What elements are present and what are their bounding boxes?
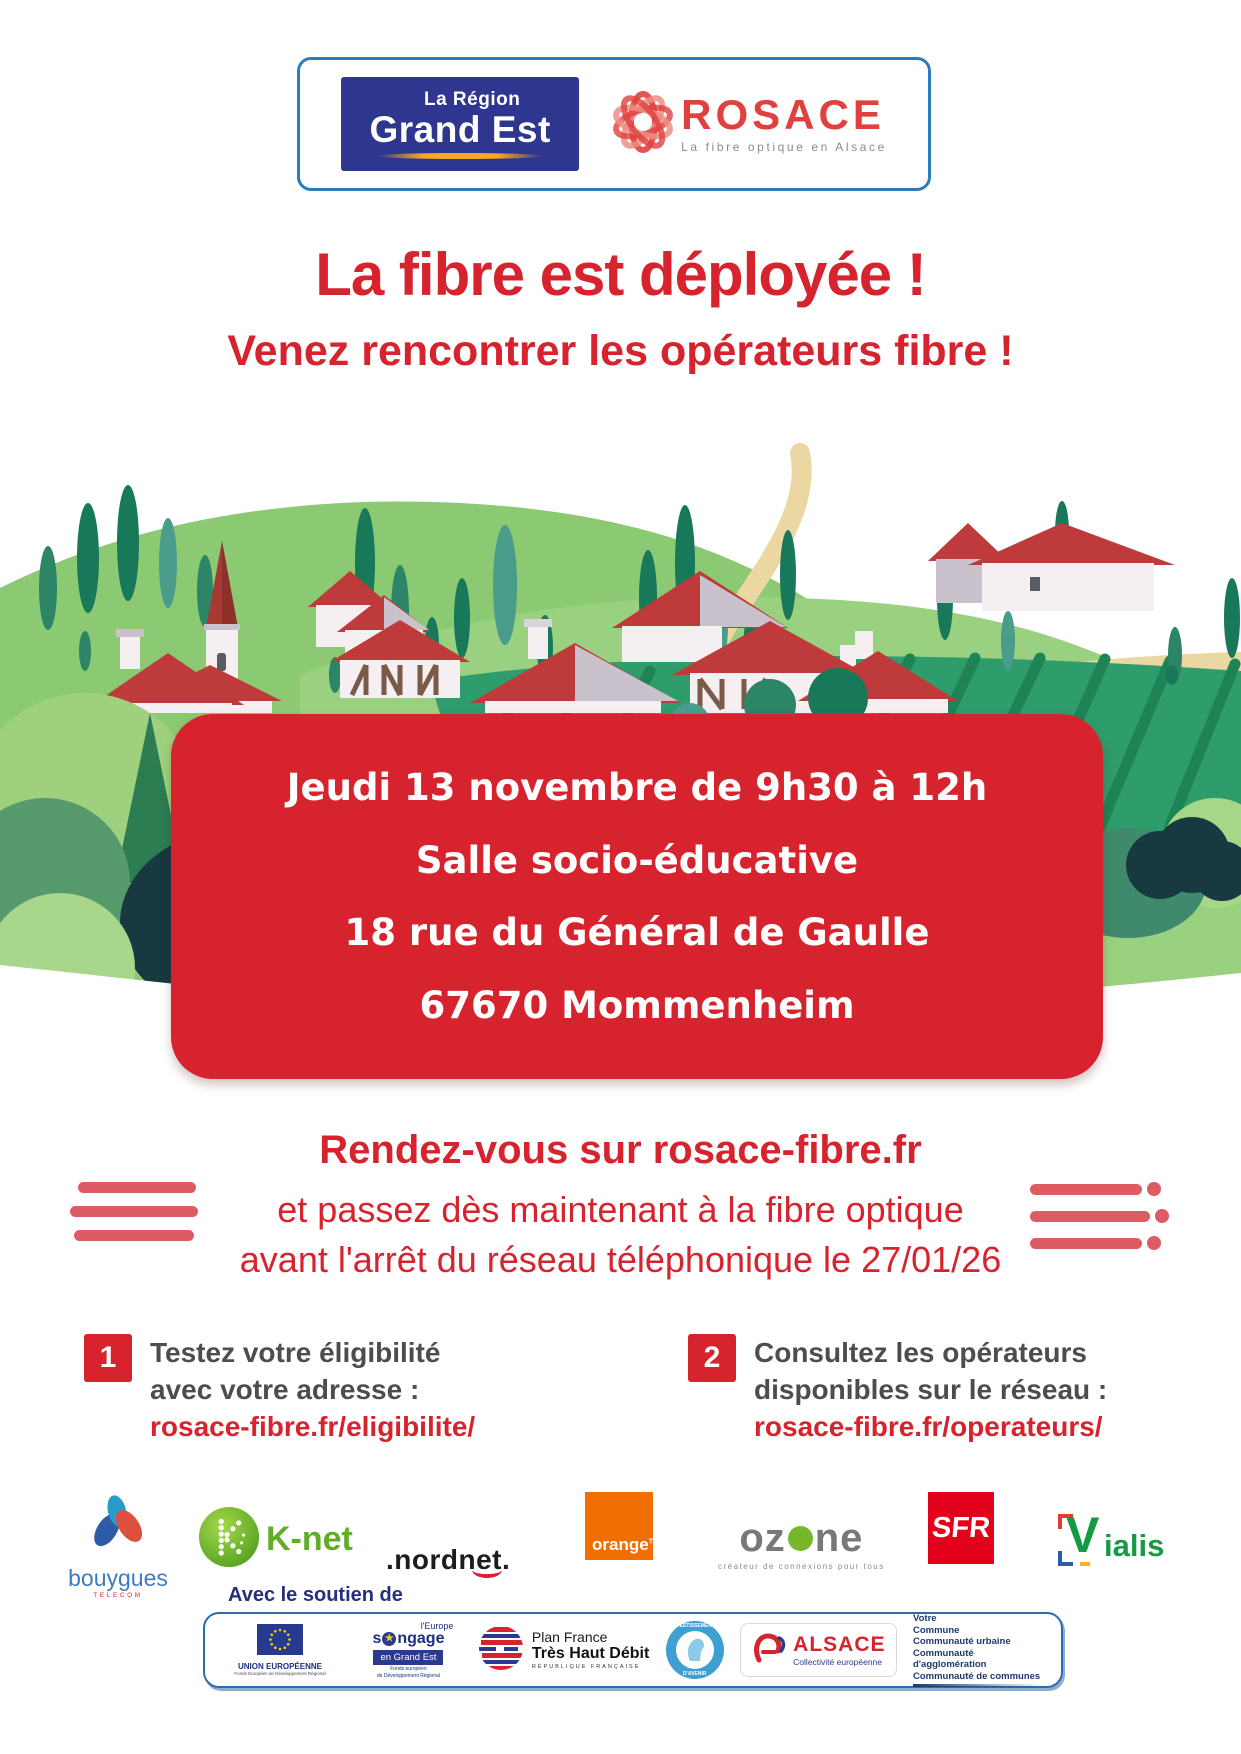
grand-est-logo	[341, 77, 579, 171]
communes-line3: Communauté urbaine	[912, 1636, 1011, 1647]
vialis-logo	[1058, 1507, 1165, 1570]
investissements-avenir-logo	[666, 1621, 724, 1679]
eu-logo	[221, 1624, 339, 1676]
bouygues-logo	[55, 1494, 181, 1599]
communes-block	[913, 1613, 1045, 1687]
communes-line5: Communauté de communes	[912, 1670, 1041, 1682]
grand-est-line1: La Région	[423, 88, 521, 110]
step-2-text-line2: disponibles sur le réseau :	[754, 1374, 1108, 1405]
step-2	[688, 1334, 1107, 1445]
plan-france-line1: Plan France	[531, 1628, 608, 1645]
sfr-wordmark: SFR	[930, 1511, 992, 1544]
grand-est-line2: Grand Est	[369, 108, 551, 150]
headline-title: La fibre est déployée !	[315, 241, 926, 308]
star-icon	[382, 1632, 396, 1646]
support-logo-box	[203, 1612, 1063, 1688]
rosace-logo	[613, 76, 887, 173]
invest-top-label: INVESTISSEMENTS	[671, 1623, 719, 1629]
step-2-text-line1: Consultez les opérateurs	[754, 1337, 1087, 1368]
step-1	[84, 1334, 475, 1445]
ozone-wordmark-part2: ne	[814, 1516, 864, 1560]
ozone-wordmark-part1: oz	[739, 1516, 786, 1560]
europe-sengage-logo	[355, 1621, 461, 1679]
nordnet-logo	[386, 1544, 510, 1576]
headline-subtitle: Venez rencontrer les opérateurs fibre !	[227, 327, 1014, 375]
knet-wordmark: K-net	[266, 1520, 353, 1558]
rosace-rosette-icon	[613, 76, 673, 173]
communes-line4: Communauté d'agglomération	[912, 1647, 987, 1670]
fiber-lines-right-icon	[1030, 1182, 1169, 1263]
alsace-logo	[740, 1623, 896, 1677]
eu-flag-icon	[257, 1642, 303, 1659]
alsace-wordmark: ALSACE	[793, 1632, 886, 1656]
plan-france-thd-logo	[478, 1625, 649, 1676]
bouygues-petals-icon	[86, 1547, 150, 1564]
alsace-subline: Collectivité européenne	[793, 1656, 883, 1667]
orange-wordmark: orange	[592, 1535, 649, 1554]
rosace-wordmark: ROSACE	[681, 91, 885, 138]
step-1-number: 1	[84, 1334, 132, 1382]
engage-line2b: ngage	[397, 1630, 445, 1647]
invest-bottom-label: D'AVENIR	[683, 1671, 707, 1677]
orange-logo	[585, 1492, 659, 1560]
ozone-dot-icon	[788, 1526, 813, 1551]
bouygues-telecom-label: TELECOM	[93, 1592, 143, 1599]
bouygues-wordmark: bouygues	[68, 1565, 168, 1591]
vialis-wordmark-rest: ialis	[1104, 1528, 1165, 1563]
ozone-logo	[718, 1518, 885, 1571]
orange-tm: TM	[648, 1538, 659, 1546]
event-street: 18 rue du Général de Gaulle	[344, 911, 930, 955]
cta-line2: et passez dès maintenant à la fibre optique	[277, 1189, 964, 1230]
engage-line3: en Grand Est	[373, 1650, 443, 1665]
sfr-logo	[928, 1492, 994, 1564]
engage-line2a: s	[372, 1630, 382, 1647]
marianne-icon	[676, 1631, 714, 1669]
communes-underline	[913, 1684, 1045, 1687]
step-1-text-line2: avec votre adresse :	[150, 1374, 420, 1405]
event-datetime: Jeudi 13 novembre de 9h30 à 12h	[286, 765, 988, 809]
knet-logo	[198, 1506, 353, 1573]
engage-line1: l'Europe	[420, 1621, 454, 1631]
eu-subline: Fonds Européen de Développement Régional	[234, 1671, 326, 1676]
step-2-number: 2	[688, 1334, 736, 1382]
communes-line2: Commune	[912, 1624, 960, 1636]
plan-france-line2: Très Haut Débit	[531, 1644, 650, 1662]
communes-line1: Votre	[912, 1613, 937, 1624]
event-city: 67670 Mommenheim	[419, 984, 855, 1028]
support-heading: Avec le soutien de	[228, 1584, 403, 1606]
header-logo-box	[297, 57, 931, 191]
cta-title: Rendez-vous sur rosace-fibre.fr	[319, 1128, 922, 1172]
nordnet-wordmark-part1: .nordn	[386, 1544, 477, 1575]
knet-circle-icon	[198, 1506, 260, 1573]
plan-france-line3: RÉPUBLIQUE FRANÇAISE	[531, 1664, 641, 1671]
nordnet-wordmark-part2: et.	[476, 1544, 511, 1575]
grand-est-underline	[376, 153, 544, 159]
ozone-tagline: créateur de connexions pour tous	[718, 1562, 885, 1571]
engage-subline2: de Développement Régional	[376, 1673, 440, 1679]
operators-link[interactable]: rosace-fibre.fr/operateurs/	[754, 1411, 1103, 1442]
vialis-v-letter: V	[1066, 1507, 1100, 1563]
rosace-tagline: La fibre optique en Alsace	[681, 140, 887, 154]
fiber-lines-left-icon	[70, 1182, 198, 1254]
eu-label: UNION EUROPÉENNE	[237, 1662, 322, 1671]
event-venue: Salle socio-éducative	[415, 838, 859, 882]
step-1-text-line1: Testez votre éligibilité	[150, 1337, 441, 1368]
plan-france-globe-icon	[478, 1625, 524, 1676]
engage-subline1: Fonds européen	[390, 1666, 427, 1672]
nordnet-red-swoosh-icon	[472, 1562, 502, 1578]
alsace-heart-a-icon	[751, 1631, 787, 1670]
cta-line3: avant l'arrêt du réseau téléphonique le 27/01/26	[239, 1239, 1002, 1280]
event-card	[171, 714, 1103, 1079]
eligibility-link[interactable]: rosace-fibre.fr/eligibilite/	[150, 1411, 476, 1442]
